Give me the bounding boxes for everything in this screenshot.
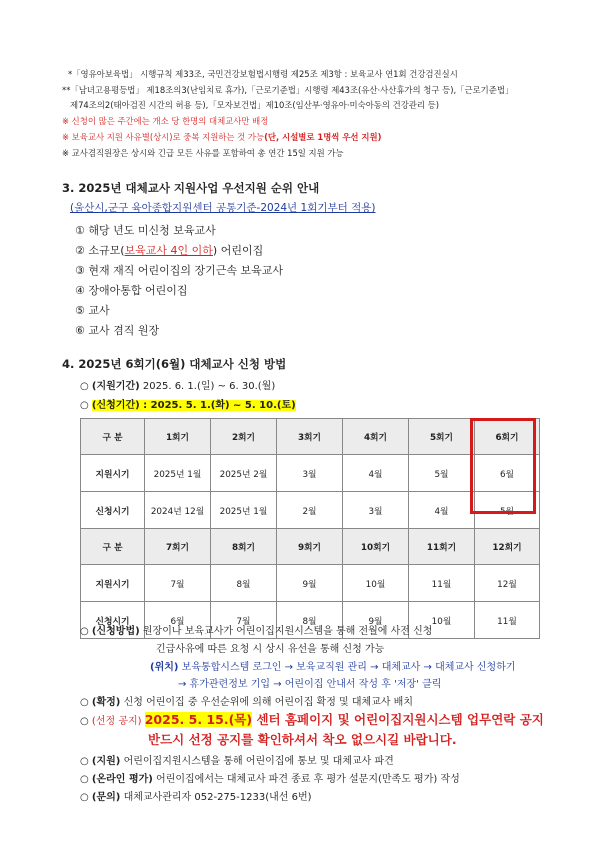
support-line: ○ (지원) 어린이집지원시스템을 통해 어린이집에 통보 및 대체교사 파견 bbox=[80, 756, 394, 767]
section3-title: 3. 2025년 대체교사 지원사업 우선지원 순위 안내 bbox=[62, 181, 320, 195]
priority-item-2: ② 소규모(보육교사 4인 이하) 어린이집 bbox=[75, 244, 264, 257]
note-health-check: *「영유아보육법」 시행규칙 제33조, 국민건강보험법시행령 제25조 제3항 : 보육교사 연1회 건강검진실시 bbox=[68, 69, 458, 79]
online-eval-line: ○ (온라인 평가) 어린이집에서는 대체교사 파견 종료 후 평가 설문지(만족도 평가) 작성 bbox=[80, 774, 460, 785]
note-duplicate-support: ※ 보육교사 지원 사유별(상시)로 중복 지원하는 것 가능(단, 시설별로 1명씩 우선 지원) bbox=[62, 132, 382, 142]
priority-item-1: ① 해당 년도 미신청 보육교사 bbox=[75, 224, 216, 237]
section4-title: 4. 2025년 6회기(6월) 대체교사 신청 방법 bbox=[62, 357, 287, 371]
apply-location: (위치) 보육통합시스템 로그인 → 보육교직원 관리 → 대체교사 → 대체교사 신청하기 bbox=[150, 662, 516, 673]
priority-item-6: ⑥ 교사 겸직 원장 bbox=[75, 324, 160, 337]
note-director-limit: ※ 교사겸직원장은 상시와 긴급 모든 사유를 포함하여 총 연간 15일 지원 가능 bbox=[62, 148, 344, 158]
schedule-table bbox=[80, 418, 540, 639]
apply-period: ○ (신청기간) : 2025. 5. 1.(화) ~ 5. 10.(토) bbox=[80, 400, 296, 411]
selection-notice: ○ (선정 공지) 2025. 5. 15.(목) 센터 홈페이지 및 어린이집지원시스템 업무연락 공지 bbox=[80, 712, 544, 727]
section3-subtitle: (울산시,군구 육아종합지원센터 공통기준-2024년 1회기부터 적용) bbox=[70, 202, 376, 214]
inquiry-line: ○ (문의) 대체교사관리자 052-275-1233(내선 6번) bbox=[80, 792, 312, 803]
priority-item-5: ⑤ 교사 bbox=[75, 304, 110, 317]
note-one-teacher: ※ 신청이 많은 주간에는 개소 당 한명의 대체교사만 배정 bbox=[62, 116, 269, 126]
table-row: 신청시기 2024년 12월 2025년 1월 2월 3월 4월 5월 bbox=[81, 492, 540, 529]
note-laws-2: 제74조의2(태아검진 시간의 허용 등),「모자보건법」제10조(임산부·영유아·미숙아동의 건강관리 등) bbox=[70, 100, 440, 110]
apply-method-emergency: 긴급사유에 따른 요청 시 상시 유선을 통해 신청 가능 bbox=[156, 644, 385, 655]
small-size-highlight: 보육교사 4인 이하 bbox=[124, 244, 213, 257]
confirm-line: ○ (확정) 신청 어린이집 중 우선순위에 의해 어린이집 확정 및 대체교사 배치 bbox=[80, 697, 414, 708]
selection-notice-warning: 반드시 선정 공지를 확인하셔서 착오 없으시길 바랍니다. bbox=[148, 732, 457, 747]
priority-item-3: ③ 현재 재직 어린이집의 장기근속 보육교사 bbox=[75, 264, 284, 277]
apply-location-cont: → 휴가관련정보 기입 → 어린이집 안내서 작성 후 '저장' 클릭 bbox=[178, 679, 442, 690]
support-period: ○ (지원기간) 2025. 6. 1.(일) ~ 6. 30.(월) bbox=[80, 381, 276, 392]
table-header-row-1: 구 분 1회기 2회기 3회기 4회기 5회기 6회기 bbox=[81, 419, 540, 455]
table-row: 신청시기 6월 7월 8월 9월 10월 11월 bbox=[81, 602, 540, 639]
priority-item-4: ④ 장애아통합 어린이집 bbox=[75, 284, 188, 297]
apply-method: ○ (신청방법) 원장이나 보육교사가 어린이집지원시스템을 통해 전월에 사전 신청 bbox=[80, 626, 433, 637]
table-row: 지원시기 7월 8월 9월 10월 11월 12월 bbox=[81, 565, 540, 602]
table-row: 지원시기 2025년 1월 2025년 2월 3월 4월 5월 6월 bbox=[81, 455, 540, 492]
note-laws-1: **「남녀고용평등법」 제18조의3(난임치료 휴가),「근로기준법」시행령 제43조(유산·사산휴가의 청구 등),「근로기준법」 bbox=[62, 85, 514, 95]
table-header-row-2: 구 분 7회기 8회기 9회기 10회기 11회기 12회기 bbox=[81, 529, 540, 565]
